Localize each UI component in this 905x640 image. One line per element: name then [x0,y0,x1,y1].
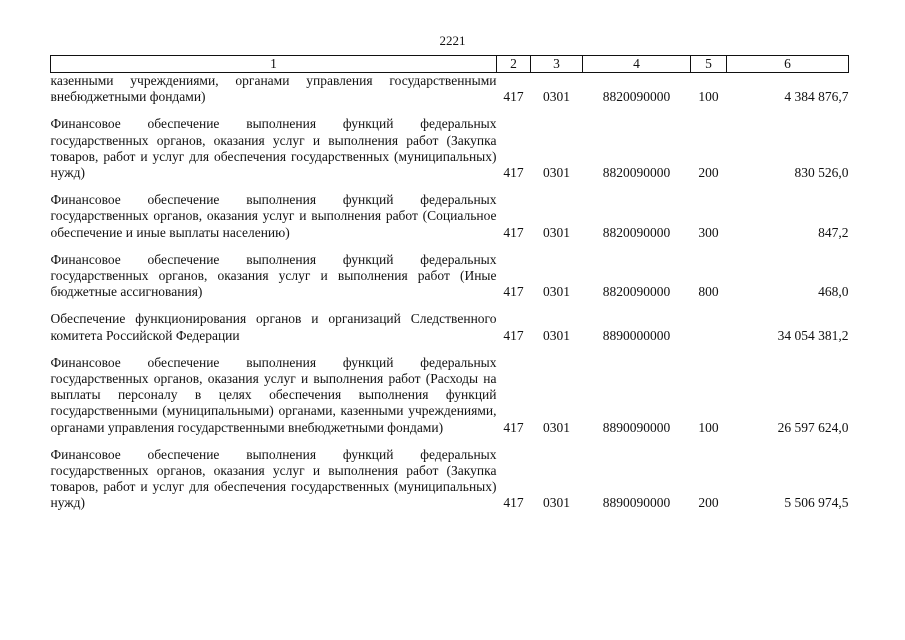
row-amount: 847,2 [818,224,849,240]
row-description: Обеспечение функционирования органов и организаций Следственного комитета Российской Федерации [50,311,497,343]
row-section-code: 0301 [543,327,570,343]
row-amount: 830 526,0 [794,165,849,181]
row-amount: 26 597 624,0 [777,419,849,435]
row-target-code: 8820090000 [602,165,671,181]
column-header-5: 5 [691,56,727,73]
table-row [51,192,849,241]
row-admin-code: 417 [503,224,524,240]
page-number: 2221 [439,33,466,48]
table-row [51,116,849,181]
row-amount: 5 506 974,5 [784,495,849,511]
row-amount: 4 384 876,7 [784,89,849,105]
column-header-1: 1 [51,56,497,73]
row-admin-code: 417 [503,495,524,511]
row-type-code [691,311,727,343]
table-row [51,252,849,301]
row-section-code: 0301 [543,495,570,511]
row-section-code: 0301 [543,224,570,240]
table-body [51,73,849,512]
row-target-code: 8890090000 [602,419,671,435]
row-admin-code: 417 [503,284,524,300]
row-description: Финансовое обеспечение выполнения функций федеральных государственных органов, оказания услуг и выполнения работ (Расходы на выплаты персоналу в целях обеспечения выполнения функций государственными (муниципальными) органами, казенными учреждениями, органами управления государственными внебюджетными фондами) [50,354,497,435]
row-section-code: 0301 [543,284,570,300]
row-section-code: 0301 [543,89,570,105]
row-target-code: 8890000000 [602,327,671,343]
row-type-code: 100 [698,419,719,435]
row-type-code: 300 [698,224,719,240]
row-description: Финансовое обеспечение выполнения функций федеральных государственных органов, оказания услуг и выполнения работ (Закупка товаров, работ и услуг для обеспечения государственных (муниципальных) нужд) [50,116,497,181]
column-header-6: 6 [727,56,849,73]
table-header [51,56,849,73]
row-amount: 34 054 381,2 [777,327,849,343]
table-row [51,311,849,343]
row-section-code: 0301 [543,419,570,435]
column-header-4: 4 [583,56,691,73]
row-admin-code: 417 [503,89,524,105]
row-target-code: 8820090000 [602,284,671,300]
row-type-code: 800 [698,284,719,300]
budget-table [50,55,849,512]
row-admin-code: 417 [503,327,524,343]
row-description: казенными учреждениями, органами управления государственными внебюджетными фондами) [50,73,497,105]
row-target-code: 8820090000 [602,89,671,105]
row-admin-code: 417 [503,165,524,181]
row-type-code: 200 [698,165,719,181]
row-type-code: 100 [698,89,719,105]
row-admin-code: 417 [503,419,524,435]
row-type-code: 200 [698,495,719,511]
row-description: Финансовое обеспечение выполнения функций федеральных государственных органов, оказания услуг и выполнения работ (Социальное обеспечение и иные выплаты населению) [50,192,497,240]
row-target-code: 8890090000 [602,495,671,511]
row-description: Финансовое обеспечение выполнения функций федеральных государственных органов, оказания услуг и выполнения работ (Закупка товаров, работ и услуг для обеспечения государственных (муниципальных) нужд) [50,446,497,511]
row-target-code: 8820090000 [602,224,671,240]
row-section-code: 0301 [543,165,570,181]
table-row [51,447,849,512]
row-description: Финансовое обеспечение выполнения функций федеральных государственных органов, оказания услуг и выполнения работ (Иные бюджетные ассигнования) [50,251,497,300]
column-header-2: 2 [497,56,531,73]
header-row [51,56,849,73]
table-row [51,73,849,106]
table-row [51,355,849,436]
row-amount: 468,0 [818,284,849,300]
column-header-3: 3 [531,56,583,73]
